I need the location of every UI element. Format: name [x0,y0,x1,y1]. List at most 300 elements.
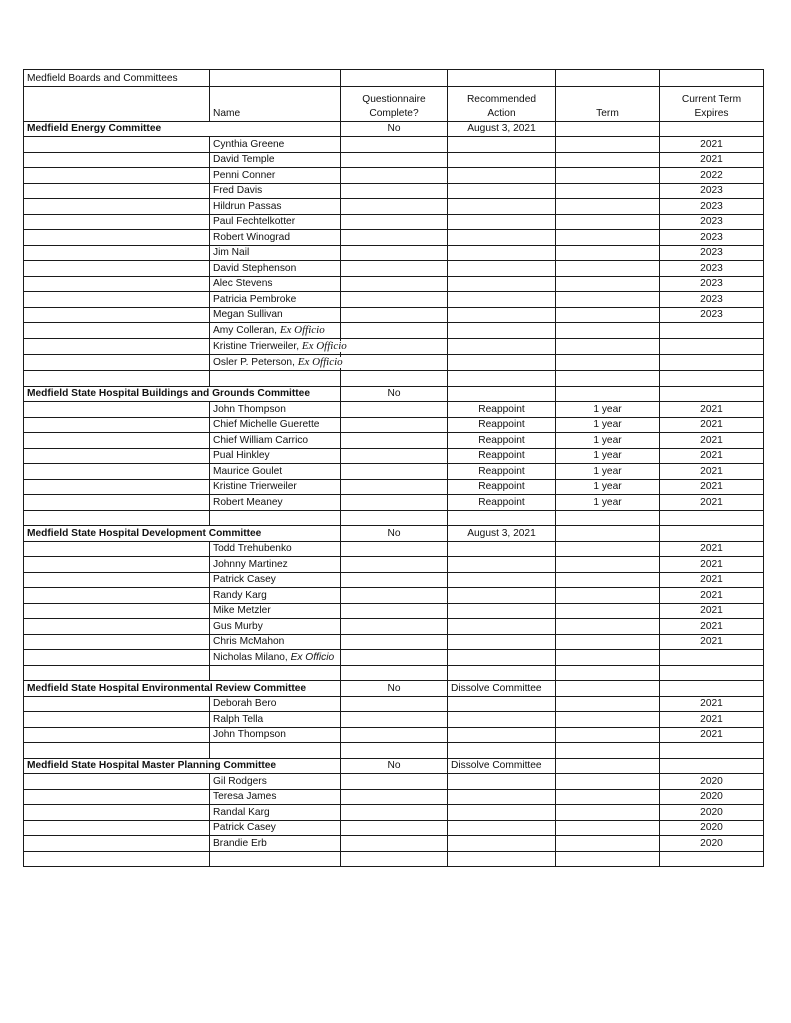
member-name: Megan Sullivan [210,307,341,323]
member-name-label: Nicholas Milano, [213,651,291,663]
header-questionnaire [341,86,448,121]
member-action: Reappoint [448,402,556,418]
member-name: Chief Michelle Guerette [210,417,341,433]
empty-cell [24,448,210,464]
member-name: Hildrun Passas [210,199,341,215]
empty-cell [556,851,660,867]
empty-cell [341,820,448,836]
header-action-line2: Action [487,107,516,119]
member-expires: 2021 [660,495,764,511]
member-term: 1 year [556,417,660,433]
empty-cell [210,121,341,137]
member-row [24,650,764,666]
committee-action: August 3, 2021 [448,121,556,137]
header-row [24,86,764,121]
committee-name: Medfield State Hospital Master Planning Committee [24,758,210,774]
member-expires [660,355,764,371]
member-expires: 2021 [660,464,764,480]
empty-cell [341,402,448,418]
member-action [448,307,556,323]
empty-cell [660,526,764,542]
member-action [448,805,556,821]
member-action: Reappoint [448,479,556,495]
member-term [556,588,660,604]
empty-cell [448,510,556,526]
empty-cell [341,261,448,277]
empty-cell [341,245,448,261]
empty-cell [24,510,210,526]
member-action [448,727,556,743]
empty-cell [24,495,210,511]
empty-cell [556,121,660,137]
committee-name: Medfield Energy Committee [24,121,210,137]
member-expires: 2023 [660,183,764,199]
member-name-label: Osler P. Peterson, [213,357,298,368]
member-row [24,572,764,588]
member-name [210,323,341,339]
member-row [24,479,764,495]
member-expires: 2023 [660,245,764,261]
member-row [24,588,764,604]
empty-cell [448,371,556,387]
member-action [448,292,556,308]
member-term [556,183,660,199]
empty-cell [24,619,210,635]
member-expires: 2023 [660,292,764,308]
member-term [556,230,660,246]
empty-cell [24,479,210,495]
member-term [556,276,660,292]
member-row [24,276,764,292]
empty-cell [341,307,448,323]
member-action: Reappoint [448,448,556,464]
member-term [556,137,660,153]
committee-row [24,121,764,137]
empty-cell [24,261,210,277]
header-term: Term [556,86,660,121]
empty-cell [448,70,556,87]
member-action [448,152,556,168]
member-name: Randy Karg [210,588,341,604]
member-name: Fred Davis [210,183,341,199]
member-name: John Thompson [210,727,341,743]
member-expires: 2021 [660,402,764,418]
member-name [210,650,341,666]
member-name: Todd Trehubenko [210,541,341,557]
empty-cell [341,805,448,821]
empty-cell [341,339,448,355]
empty-cell [24,634,210,650]
member-row [24,836,764,852]
committee-name: Medfield State Hospital Buildings and Grounds Committee [24,386,210,402]
member-action [448,603,556,619]
member-name: Chief William Carrico [210,433,341,449]
spacer-row [24,665,764,681]
member-term: 1 year [556,464,660,480]
member-action [448,137,556,153]
member-action [448,619,556,635]
empty-cell [24,402,210,418]
member-row [24,495,764,511]
member-expires: 2023 [660,199,764,215]
empty-cell [341,712,448,728]
empty-cell [660,743,764,759]
empty-cell [341,137,448,153]
empty-cell [660,371,764,387]
member-row [24,448,764,464]
member-row [24,261,764,277]
empty-cell [341,557,448,573]
member-name: Mike Metzler [210,603,341,619]
member-row [24,464,764,480]
committee-action: August 3, 2021 [448,526,556,542]
member-expires: 2021 [660,557,764,573]
member-expires: 2021 [660,588,764,604]
empty-cell [556,526,660,542]
member-expires: 2021 [660,448,764,464]
member-row [24,603,764,619]
member-name: Patricia Pembroke [210,292,341,308]
committee-name: Medfield State Hospital Environmental Review Committee [24,681,210,697]
member-action: Reappoint [448,464,556,480]
member-expires: 2022 [660,168,764,184]
member-name: John Thompson [210,402,341,418]
member-term [556,307,660,323]
empty-cell [24,323,210,339]
member-name-text [213,652,336,663]
member-action [448,323,556,339]
empty-cell [660,70,764,87]
member-expires: 2020 [660,836,764,852]
member-term [556,292,660,308]
committee-row [24,386,764,402]
member-name: Ralph Tella [210,712,341,728]
header-action [448,86,556,121]
member-name-label: Amy Colleran, [213,325,280,336]
empty-cell [341,743,448,759]
empty-cell [24,292,210,308]
member-term [556,355,660,371]
empty-cell [556,510,660,526]
empty-cell [556,386,660,402]
empty-cell [660,665,764,681]
empty-cell [341,836,448,852]
empty-cell [341,417,448,433]
empty-cell [556,70,660,87]
empty-cell [341,479,448,495]
member-expires: 2021 [660,479,764,495]
empty-cell [24,696,210,712]
empty-cell [341,619,448,635]
member-term [556,789,660,805]
member-row [24,355,764,371]
member-row [24,137,764,153]
member-action [448,572,556,588]
empty-cell [24,603,210,619]
member-name-text [213,325,327,336]
empty-cell [341,323,448,339]
empty-cell [341,774,448,790]
empty-cell [24,712,210,728]
member-name-text [213,357,345,368]
member-name: Brandie Erb [210,836,341,852]
committee-row [24,681,764,697]
spacer-row [24,510,764,526]
empty-cell [341,168,448,184]
member-name: Maurice Goulet [210,464,341,480]
member-row [24,433,764,449]
member-expires: 2021 [660,572,764,588]
committee-questionnaire: No [341,758,448,774]
empty-cell [341,276,448,292]
member-row [24,619,764,635]
empty-cell [556,758,660,774]
member-expires: 2021 [660,727,764,743]
member-row [24,245,764,261]
member-row [24,727,764,743]
member-name: Gus Murby [210,619,341,635]
member-term: 1 year [556,479,660,495]
empty-cell [210,665,341,681]
member-action [448,276,556,292]
member-expires: 2021 [660,696,764,712]
member-name: Randal Karg [210,805,341,821]
boards-committees-sheet [23,69,763,867]
member-role: Ex Officio [301,340,347,352]
empty-cell [210,70,341,87]
member-term [556,650,660,666]
empty-cell [24,183,210,199]
empty-cell [660,851,764,867]
member-expires: 2021 [660,152,764,168]
member-row [24,323,764,339]
member-name: David Temple [210,152,341,168]
member-row [24,168,764,184]
header-expires-line1: Current Term [681,93,742,105]
member-row [24,541,764,557]
empty-cell [24,371,210,387]
empty-cell [24,820,210,836]
member-action [448,588,556,604]
member-row [24,199,764,215]
empty-cell [210,851,341,867]
committees-body [24,121,764,867]
header-expires-line2: Expires [694,107,729,119]
member-action [448,245,556,261]
empty-cell [556,665,660,681]
empty-cell [660,758,764,774]
member-name: Kristine Trierweiler [210,479,341,495]
empty-cell [24,836,210,852]
member-expires: 2021 [660,137,764,153]
header-questionnaire-line1: Questionnaire [362,93,426,105]
member-term: 1 year [556,495,660,511]
empty-cell [341,789,448,805]
member-row [24,774,764,790]
empty-cell [24,464,210,480]
empty-cell [24,137,210,153]
member-row [24,634,764,650]
empty-cell [24,557,210,573]
member-term: 1 year [556,402,660,418]
empty-cell [660,510,764,526]
member-term [556,245,660,261]
member-term [556,323,660,339]
member-expires: 2023 [660,276,764,292]
member-action [448,168,556,184]
member-name-text [213,341,349,352]
member-term [556,603,660,619]
empty-cell [24,168,210,184]
member-action: Reappoint [448,433,556,449]
member-name [210,339,347,355]
member-row [24,214,764,230]
member-name: Robert Winograd [210,230,341,246]
member-expires [660,650,764,666]
empty-cell [24,727,210,743]
empty-cell [341,696,448,712]
member-term [556,214,660,230]
member-action [448,696,556,712]
member-action [448,820,556,836]
member-row [24,417,764,433]
empty-cell [24,774,210,790]
member-action: Reappoint [448,417,556,433]
member-expires [660,339,764,355]
empty-cell [556,371,660,387]
member-expires: 2021 [660,541,764,557]
empty-cell [24,276,210,292]
member-action [448,541,556,557]
empty-cell [341,851,448,867]
empty-cell [24,214,210,230]
member-expires: 2021 [660,417,764,433]
empty-cell [341,650,448,666]
committee-name: Medfield State Hospital Development Committee [24,526,210,542]
member-name: Teresa James [210,789,341,805]
member-expires: 2023 [660,214,764,230]
empty-cell [341,464,448,480]
empty-cell [448,743,556,759]
empty-cell [24,789,210,805]
header-name: Name [210,86,341,121]
sheet-title: Medfield Boards and Committees [24,70,210,87]
member-expires: 2020 [660,774,764,790]
member-term [556,820,660,836]
empty-cell [341,588,448,604]
empty-cell [341,355,448,371]
member-name: Johnny Martinez [210,557,341,573]
empty-cell [24,805,210,821]
member-name: David Stephenson [210,261,341,277]
member-term [556,339,660,355]
empty-cell [24,851,210,867]
member-action [448,355,556,371]
member-action [448,199,556,215]
committee-action: Dissolve Committee [448,681,556,697]
member-name: Patrick Casey [210,572,341,588]
empty-cell [24,588,210,604]
member-name: Robert Meaney [210,495,341,511]
header-expires [660,86,764,121]
member-expires: 2020 [660,805,764,821]
empty-cell [341,448,448,464]
empty-cell [660,386,764,402]
committee-questionnaire: No [341,121,448,137]
member-term [556,572,660,588]
member-term [556,261,660,277]
member-expires: 2023 [660,261,764,277]
member-term [556,805,660,821]
empty-cell [24,650,210,666]
member-term [556,168,660,184]
member-row [24,402,764,418]
empty-cell [24,307,210,323]
member-term [556,634,660,650]
empty-cell [341,433,448,449]
member-name: Patrick Casey [210,820,341,836]
empty-cell [341,152,448,168]
member-row [24,152,764,168]
empty-cell [210,743,341,759]
empty-cell [341,371,448,387]
member-action [448,183,556,199]
empty-cell [341,727,448,743]
member-action [448,634,556,650]
member-term [556,557,660,573]
member-expires: 2021 [660,433,764,449]
member-row [24,820,764,836]
member-expires: 2021 [660,619,764,635]
member-expires: 2020 [660,789,764,805]
member-row [24,557,764,573]
empty-cell [24,743,210,759]
member-name: Penni Conner [210,168,341,184]
member-term [556,727,660,743]
member-role: Ex Officio [279,324,325,336]
member-term [556,712,660,728]
member-action [448,214,556,230]
member-action [448,789,556,805]
member-action [448,650,556,666]
empty-cell [448,665,556,681]
committee-row [24,758,764,774]
member-action [448,261,556,277]
member-term: 1 year [556,448,660,464]
empty-cell [24,86,210,121]
empty-cell [341,199,448,215]
empty-cell [24,339,210,355]
spacer-row [24,371,764,387]
empty-cell [341,541,448,557]
empty-cell [556,681,660,697]
empty-cell [341,510,448,526]
member-term [556,836,660,852]
member-name: Cynthia Greene [210,137,341,153]
member-row [24,339,764,355]
empty-cell [210,371,341,387]
empty-cell [24,245,210,261]
member-row [24,696,764,712]
member-expires: 2023 [660,307,764,323]
member-name: Jim Nail [210,245,341,261]
member-term: 1 year [556,433,660,449]
member-action [448,339,556,355]
member-name-label: Kristine Trierweiler, [213,341,302,352]
member-action [448,836,556,852]
committee-questionnaire: No [341,681,448,697]
member-action [448,230,556,246]
